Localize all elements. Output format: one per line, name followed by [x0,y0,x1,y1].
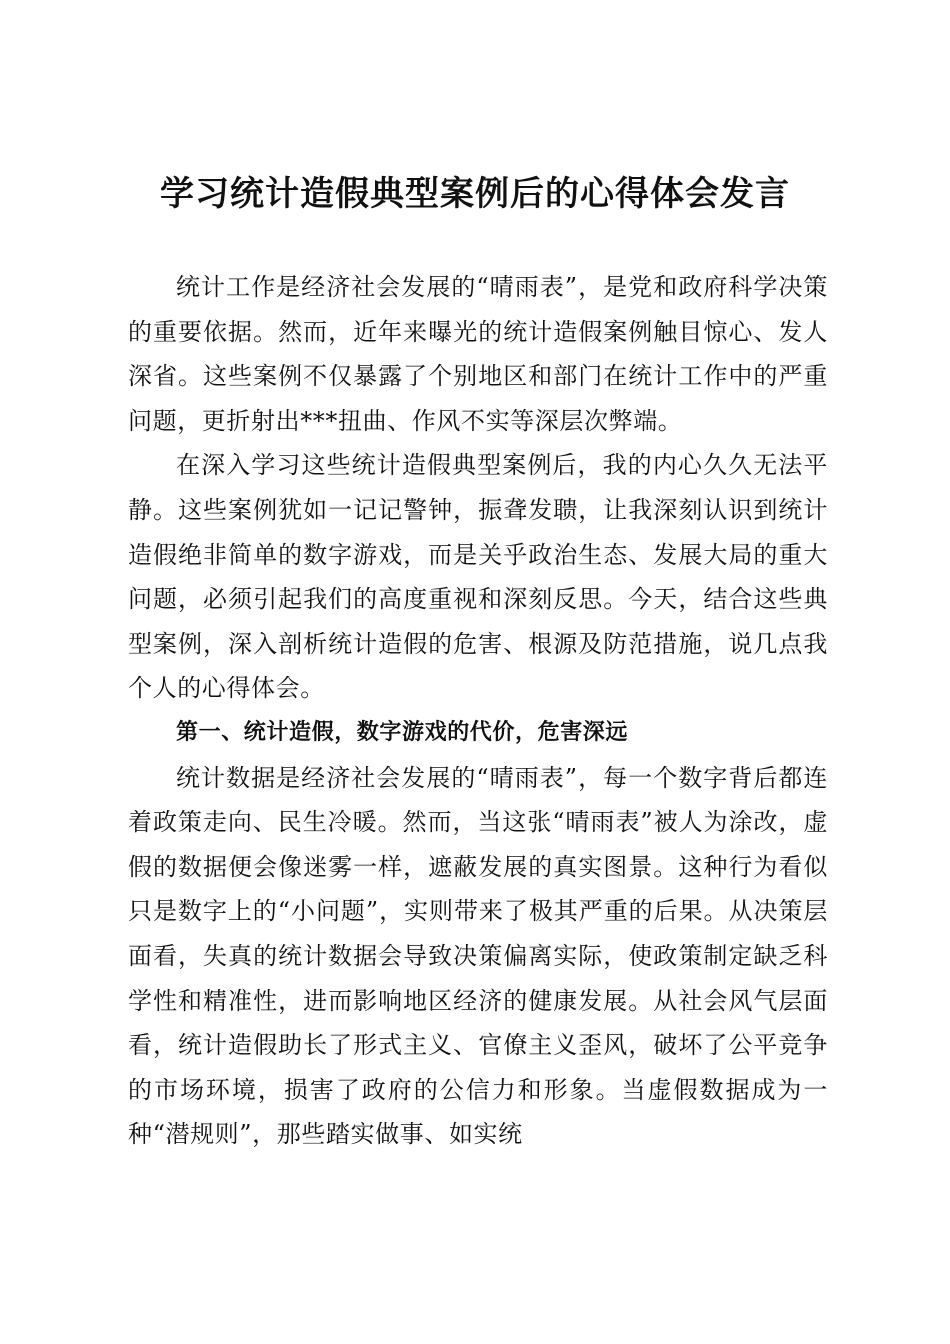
paragraph-intro: 统计工作是经济社会发展的“晴雨表”，是党和政府科学决策的重要依据。然而，近年来曝光的统计造假案例触目惊心、发人深省。这些案例不仅暴露了个别地区和部门在统计工作中的严重问题，更折射出***扭曲、作风不实等深层次弊端。 [128,273,828,435]
document-title: 学习统计造假典型案例后的心得体会发言 [160,174,790,214]
section-heading: 第一、统计造假，数字游戏的代价，危害深远 [176,719,629,745]
document-body [128,265,828,1157]
paragraph-section-one: 统计数据是经济社会发展的“晴雨表”，每一个数字背后都连着政策走向、民生冷暖。然而，当这张“晴雨表”被人为涂改，虚假的数据便会像迷雾一样，遮蔽发展的真实图景。这种行为看似只是数字上的“小问题”，实则带来了极其严重的后果。从决策层面看，失真的统计数据会导致决策偏离实际，使政策制定缺乏科学性和精准性，进而影响地区经济的健康发展。从社会风气层面看，统计造假助长了形式主义、官僚主义歪风，破坏了公平竞争的市场环境，损害了政府的公信力和形象。当虚假数据成为一种“潜规则”，那些踏实做事、如实统 [128,763,828,1149]
paragraph-reflection: 在深入学习这些统计造假典型案例后，我的内心久久无法平静。这些案例犹如一记记警钟，振聋发聩，让我深刻认识到统计造假绝非简单的数字游戏，而是关乎政治生态、发展大局的重大问题，必须引起我们的高度重视和深刻反思。今天，结合这些典型案例，深入剖析统计造假的危害、根源及防范措施，说几点我个人的心得体会。 [128,451,828,703]
